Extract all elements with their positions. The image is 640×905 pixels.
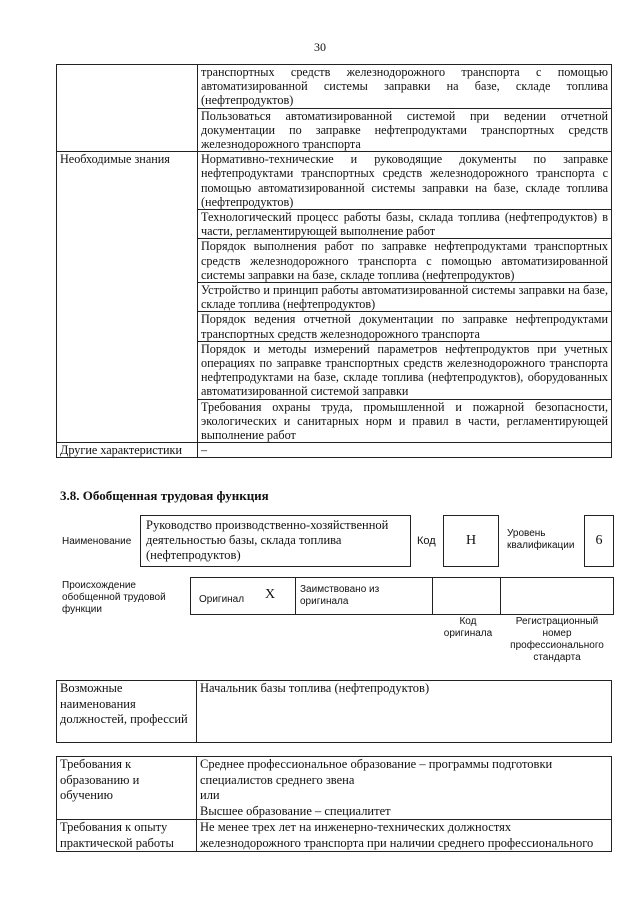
knowledge-item: Порядок выполнения работ по заправке нефтепродуктами транспортных средств железнодорожного транспорта с помощью автоматизированной системы заправки на базе, складе топлива (нефтепродуктов): [198, 239, 612, 283]
reg-number-label: Регистрационный номер профессионального стандарта: [510, 616, 604, 663]
education-line: Среднее профессиональное образование – программы подготовки специалистов среднего звена: [200, 757, 553, 787]
borrowed-cell: [295, 577, 433, 615]
borrowed-label: Заимствовано из оригинала: [300, 584, 380, 607]
name-label: Наименование: [62, 536, 132, 547]
code-original-label: Код оригинала: [443, 616, 493, 639]
row-label-other: Другие характеристики: [57, 443, 198, 458]
level-label: Уровень квалификации: [507, 528, 575, 551]
knowledge-item: Нормативно-технические и руководящие документы по заправке нефтепродуктами транспортных средств железнодорожного транспорта с помощью автоматизированной системы заправки на базе, складе топлива (нефтепродуктов): [198, 152, 612, 210]
skills-knowledge-table: [56, 64, 612, 458]
skill-item: транспортных средств железнодорожного транспорта с помощью автоматизированной системы заправки на базе, складе топлива (нефтепродуктов): [198, 65, 612, 109]
level-value: 6: [584, 515, 614, 567]
requirements-table: [56, 756, 612, 852]
knowledge-item: Устройство и принцип работы автоматизированной системы заправки на базе, складе топлива (нефтепродуктов): [198, 283, 612, 312]
knowledge-item: Технологический процесс работы базы, склада топлива (нефтепродуктов) в части, регламентирующей выполнение работ: [198, 210, 612, 239]
reg-number-cell: [500, 577, 614, 615]
name-value: Руководство производственно-хозяйственной деятельностью базы, склада топлива (нефтепродуктов): [140, 515, 411, 567]
education-line: или: [200, 788, 220, 802]
positions-table: [56, 680, 612, 743]
experience-value: Не менее трех лет на инженерно-технических должностях железнодорожного транспорта при наличии среднего профессионального: [197, 820, 612, 852]
code-original-cell: [432, 577, 501, 615]
original-mark: X: [265, 587, 276, 602]
section-title: 3.8. Обобщенная трудовая функция: [60, 488, 269, 503]
other-characteristics-value: –: [198, 443, 612, 458]
origin-label: Происхождение обобщенной трудовой функции: [62, 580, 166, 615]
experience-label: Требования к опыту практической работы: [57, 820, 197, 852]
code-value: H: [443, 515, 499, 567]
knowledge-item: Требования охраны труда, промышленной и пожарной безопасности, экологических и санитарных норм и правил в части, регламентирующей выполнение работ: [198, 399, 612, 443]
original-cell: [190, 577, 296, 615]
knowledge-item: Порядок и методы измерений параметров нефтепродуктов при учетных операциях по заправке транспортных средств железнодорожного транспорта нефтепродуктами на базе, складе топлива (нефтепродуктов), оборудованных автоматизированной системой заправки: [198, 341, 612, 399]
page-number: 30: [314, 40, 326, 54]
original-label: Оригинал: [199, 594, 245, 605]
code-label: Код: [417, 535, 436, 547]
education-label: Требования к образованию и обучению: [57, 757, 197, 820]
row-label-continued: [57, 65, 198, 152]
skill-item: Пользоваться автоматизированной системой при ведении отчетной документации по заправке нефтепродуктами транспортных средств железнодорожного транспорта: [198, 108, 612, 152]
education-value: [197, 757, 612, 820]
knowledge-item: Порядок ведения отчетной документации по заправке нефтепродуктами транспортных средств железнодорожного транспорта: [198, 312, 612, 341]
positions-label: Возможные наименования должностей, профессий: [57, 681, 197, 743]
row-label-knowledge: Необходимые знания: [57, 152, 198, 443]
education-line: Высшее образование – специалитет: [200, 803, 391, 818]
positions-value: Начальник базы топлива (нефтепродуктов): [197, 681, 612, 743]
